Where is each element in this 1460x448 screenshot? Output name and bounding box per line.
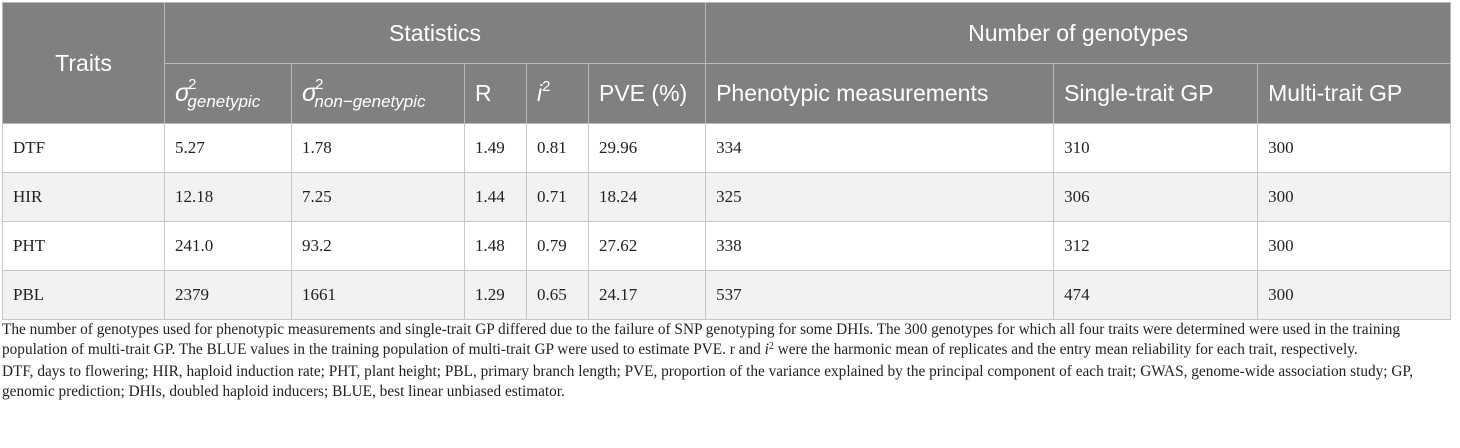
col-header-pve: PVE (%) — [589, 64, 706, 124]
cell-multi-trait: 300 — [1258, 271, 1451, 320]
cell-trait: DTF — [3, 124, 165, 173]
cell-sigma-genetic: 12.18 — [165, 173, 292, 222]
table-row — [3, 124, 1451, 173]
footnote-genotypes: The number of genotypes used for phenotypic measurements and single-trait GP differed due to the failure of SNP genotyping for some DHIs. The 300 genotypes for which all four traits were determined were used in the training population of multi-trait GP. The BLUE values in the training population of multi-trait GP were used to estimate PVE. r and $i^2$ were the harmonic mean of replicates and the entry mean reliability for each trait, respectively. — [2, 321, 1401, 358]
cell-sigma-genetic: 5.27 — [165, 124, 292, 173]
col-header-multi-trait: Multi-trait GP — [1258, 64, 1451, 124]
cell-r: 1.48 — [465, 222, 527, 271]
sigma-nongenetic-symbol: $\sigma^2_{non-genetypic}$ — [302, 76, 426, 111]
col-header-r: R — [465, 64, 527, 124]
cell-i2: 0.65 — [527, 271, 589, 320]
cell-phenotypic: 338 — [706, 222, 1054, 271]
header-row-2 — [3, 64, 1451, 124]
table-row — [3, 222, 1451, 271]
cell-multi-trait: 300 — [1258, 222, 1451, 271]
col-header-phenotypic: Phenotypic measurements — [706, 64, 1054, 124]
cell-sigma-genetic: 2379 — [165, 271, 292, 320]
cell-phenotypic: 334 — [706, 124, 1054, 173]
cell-sigma-nongenetic: 7.25 — [292, 173, 465, 222]
cell-phenotypic: 537 — [706, 271, 1054, 320]
col-header-traits: Traits — [3, 3, 165, 124]
cell-r: 1.44 — [465, 173, 527, 222]
cell-pve: 18.24 — [589, 173, 706, 222]
col-header-sigma-genetic — [165, 64, 292, 124]
cell-pve: 24.17 — [589, 271, 706, 320]
cell-trait: PHT — [3, 222, 165, 271]
cell-trait: HIR — [3, 173, 165, 222]
cell-r: 1.49 — [465, 124, 527, 173]
cell-sigma-nongenetic: 93.2 — [292, 222, 465, 271]
col-header-number-of-genotypes: Number of genotypes — [706, 3, 1451, 64]
col-header-sigma-nongenetic — [292, 64, 465, 124]
cell-sigma-nongenetic: 1.78 — [292, 124, 465, 173]
cell-multi-trait: 300 — [1258, 173, 1451, 222]
footnote-abbreviations: DTF, days to flowering; HIR, haploid induction rate; PHT, plant height; PBL, primary branch length; PVE, proportion of the variance explained by the principal component of each trait; GWAS, genome-wide association study; GP, genomic prediction; DHIs, doubled haploid inducers; BLUE, best linear unbiased estimator. — [2, 363, 1414, 400]
cell-multi-trait: 300 — [1258, 124, 1451, 173]
cell-single-trait: 306 — [1054, 173, 1258, 222]
col-header-i2: $i^2$ — [527, 64, 589, 124]
col-header-statistics: Statistics — [165, 3, 706, 64]
header-row-1 — [3, 3, 1451, 64]
cell-sigma-genetic: 241.0 — [165, 222, 292, 271]
cell-trait: PBL — [3, 271, 165, 320]
cell-i2: 0.79 — [527, 222, 589, 271]
cell-i2: 0.81 — [527, 124, 589, 173]
cell-single-trait: 312 — [1054, 222, 1258, 271]
cell-phenotypic: 325 — [706, 173, 1054, 222]
cell-single-trait: 474 — [1054, 271, 1258, 320]
cell-pve: 29.96 — [589, 124, 706, 173]
cell-r: 1.29 — [465, 271, 527, 320]
table-row — [3, 271, 1451, 320]
table-row — [3, 173, 1451, 222]
cell-sigma-nongenetic: 1661 — [292, 271, 465, 320]
cell-i2: 0.71 — [527, 173, 589, 222]
cell-pve: 27.62 — [589, 222, 706, 271]
cell-single-trait: 310 — [1054, 124, 1258, 173]
col-header-single-trait: Single-trait GP — [1054, 64, 1258, 124]
statistics-table — [2, 2, 1451, 320]
table-footnotes — [2, 320, 1454, 402]
sigma-genetic-symbol: $\sigma^2_{genetypic}$ — [175, 76, 261, 111]
